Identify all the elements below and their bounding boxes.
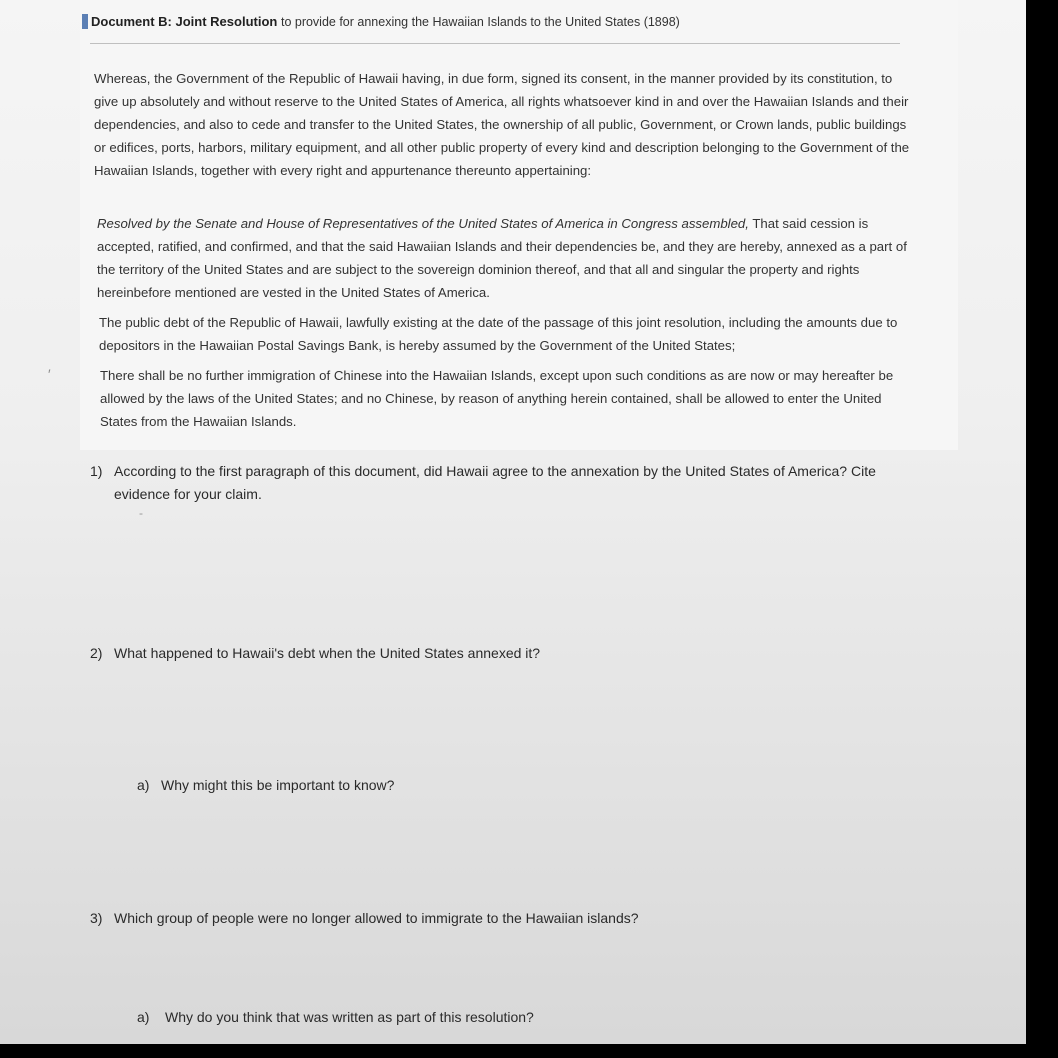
question-3a (137, 1006, 534, 1029)
margin-mark: ′ (48, 366, 51, 382)
bookmark-flag-icon (82, 14, 88, 29)
question-number: 2) (90, 645, 103, 661)
question-text: Which group of people were no longer allowed to immigrate to the Hawaiian islands? (114, 910, 639, 926)
document-title: Document B: Joint Resolution (91, 14, 278, 29)
question-3 (90, 907, 639, 930)
question-text: Why do you think that was written as part of this resolution? (165, 1009, 534, 1025)
question-text: According to the first paragraph of this document, did Hawaii agree to the annexation by the United States of America? Cite evidence for your claim. (114, 463, 876, 502)
question-2a (137, 774, 394, 797)
question-number: a) (137, 1009, 150, 1025)
document-header (82, 14, 680, 29)
question-1 (90, 460, 930, 506)
question-number: 1) (90, 463, 103, 479)
pen-mark: - (139, 506, 143, 520)
question-text: Why might this be important to know? (161, 777, 395, 793)
question-2 (90, 642, 540, 665)
question-text: What happened to Hawaii's debt when the United States annexed it? (114, 645, 541, 661)
question-number: 3) (90, 910, 103, 926)
resolution-clause: Resolved by the Senate and House of Representatives of the United States of America in Congress assembled, (97, 216, 749, 231)
document-paragraph-3: The public debt of the Republic of Hawaii, lawfully existing at the date of the passage of this joint resolution, including the amounts due to depositors in the Hawaiian Postal Savings Bank, is hereby assumed by the Government of the United States; (99, 315, 898, 353)
document-paragraph-4: There shall be no further immigration of Chinese into the Hawaiian Islands, except upon such conditions as are now or may hereafter be allowed by the laws of the United States; and no Chinese, by reason of anything herein contained, shall be allowed to enter the United States from the Hawaiian Islands. (100, 368, 894, 429)
header-divider (90, 43, 900, 44)
document-paragraph-2 (97, 212, 917, 304)
document-subtitle: to provide for annexing the Hawaiian Islands to the United States (1898) (280, 15, 680, 29)
question-number: a) (137, 777, 150, 793)
document-paragraph-1: Whereas, the Government of the Republic of Hawaii having, in due form, signed its consent, in the manner provided by its constitution, to give up absolutely and without reserve to the United States of America, all rights whatsoever kind in and over the Hawaiian Islands and their dependencies, and also to cede and transfer to the United States, the ownership of all public, Government, or Crown lands, public buildings or edifices, ports, harbors, military equipment, and all other public property of every kind and description belonging to the Government of the Hawaiian Islands, together with every right and appurtenance thereunto appertaining: (94, 71, 910, 178)
resolution-body: That said cession is accepted, ratified, and confirmed, and that the said Hawaiian Islands and their dependencies be, and they are hereby, annexed as a part of the territory of the United States and are subject to the sovereign dominion thereof, and that all and singular the property and rights hereinbefore mentioned are vested in the United States of America. (97, 216, 907, 300)
